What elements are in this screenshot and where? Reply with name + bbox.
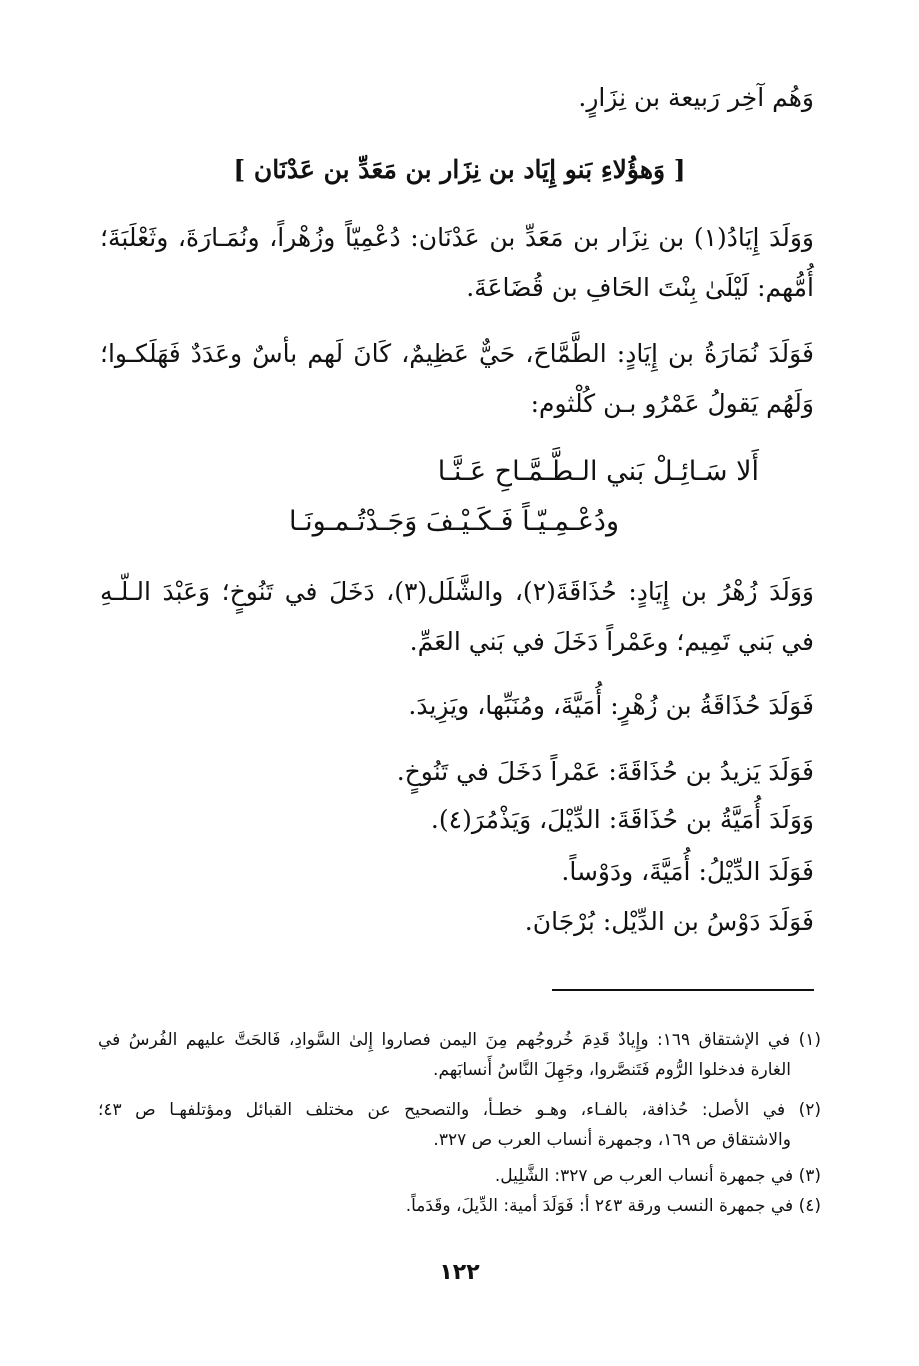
footnote-separator <box>552 989 814 991</box>
verse-hemistich-1: أَلا سَـائِـلْ بَني الـطَّـمَّـاحِ عَـنَّـا <box>437 456 759 487</box>
paragraph-3-line-2: في بَني تَمِيم؛ وعَمْراً دَخَلَ في بَني العَمِّ. <box>409 627 814 656</box>
footnote-1-line-1: (١) في الإشتقاق ١٦٩: وإِيادٌ قَدِمَ خُروجُهم مِنَ اليمن فصاروا إِلىٰ السَّوادِ، فَالحَتَّ عليهم الفُرسُ في <box>98 1030 821 1050</box>
paragraph-5-line-2: وَوَلَدَ أُمَيَّةُ بن حُذَاقَةَ: الدِّيْلَ، وَيَذْمُرَ(٤). <box>430 805 814 834</box>
footnote-1-line-2: الغارة فدخلوا الرُّوم فَتَنصَّروا، وجَهِلَ النَّاسُ أَنسابَهم. <box>433 1060 791 1080</box>
paragraph-5-line-1: فَوَلَدَ يَزيدُ بن حُذَاقَةَ: عَمْراً دَخَلَ في تَنُوخٍ. <box>396 757 814 786</box>
verse-hemistich-2: ودُعْـمِـيّـاً فَـكَـيْـفَ وَجَـدْتُـمـونَـا <box>288 506 619 537</box>
footnote-3: (٣) في جمهرة أنساب العرب ص ٣٢٧: الشَّلِيل. <box>494 1166 821 1186</box>
section-heading: [ وَهؤُلاءِ بَنو إِيَاد بن نِزَار بن مَعَدِّ بن عَدْنَان ] <box>233 155 686 184</box>
paragraph-2-line-2: وَلَهُم يَقولُ عَمْرُو بـن كُلْثوم: <box>530 389 814 418</box>
paragraph-4: فَوَلَدَ حُذَاقَةُ بن زُهْرٍ: أُمَيَّةَ، ومُنَبِّها، ويَزِيدَ. <box>408 691 814 720</box>
paragraph-2-line-1: فَوَلَدَ نُمَارَةُ بن إِيَادٍ: الطَّمَّاحَ، حَيٌّ عَظِيمٌ، كَانَ لَهم بأسٌ وعَدَدٌ فَهَلَكـوا؛ <box>100 339 814 368</box>
paragraph-1-line-1: وَوَلَدَ إِيَادُ(١) بن نِزَار بن مَعَدِّ بن عَدْنَان: دُعْمِيّاً وزُهْراً، ونُمَـارَةَ، وثَعْلَبَةَ؛ <box>100 223 814 252</box>
paragraph-1-line-2: أُمُّهم: لَيْلَىٰ بِنْتَ الحَافِ بن قُضَاعَةَ. <box>466 273 814 302</box>
intro-line: وَهُم آخِر رَبيعة بن نِزَارٍ. <box>578 83 814 112</box>
footnote-2-line-2: والاشتقاق ص ١٦٩، وجمهرة أنساب العرب ص ٣٢٧. <box>433 1130 791 1150</box>
page-number: ١٢٢ <box>439 1260 480 1285</box>
footnote-4: (٤) في جمهرة النسب ورقة ٢٤٣ أ: فَوَلَدَ أمية: الدِّيلَ، وقَدَماً. <box>405 1196 821 1216</box>
footnote-2-line-1: (٢) في الأصل: حُذافة، بالفـاء، وهـو خطـأ، والتصحيح عن مختلف القبائل ومؤتلفهـا ص ٤٣؛ <box>98 1100 821 1120</box>
paragraph-3-line-1: وَوَلَدَ زُهْرُ بن إِيَادٍ: حُذَاقَةَ(٢)، والشَّلَل(٣)، دَخَلَ في تَنُوخٍ؛ وَعَبْدَ الـلّـهِ <box>100 577 814 606</box>
paragraph-5-line-3: فَوَلَدَ الدِّيْلُ: أُمَيَّةَ، ودَوْساً. <box>561 857 814 886</box>
paragraph-5-line-4: فَوَلَدَ دَوْسُ بن الدِّيْل: بُرْجَانَ. <box>524 907 814 936</box>
